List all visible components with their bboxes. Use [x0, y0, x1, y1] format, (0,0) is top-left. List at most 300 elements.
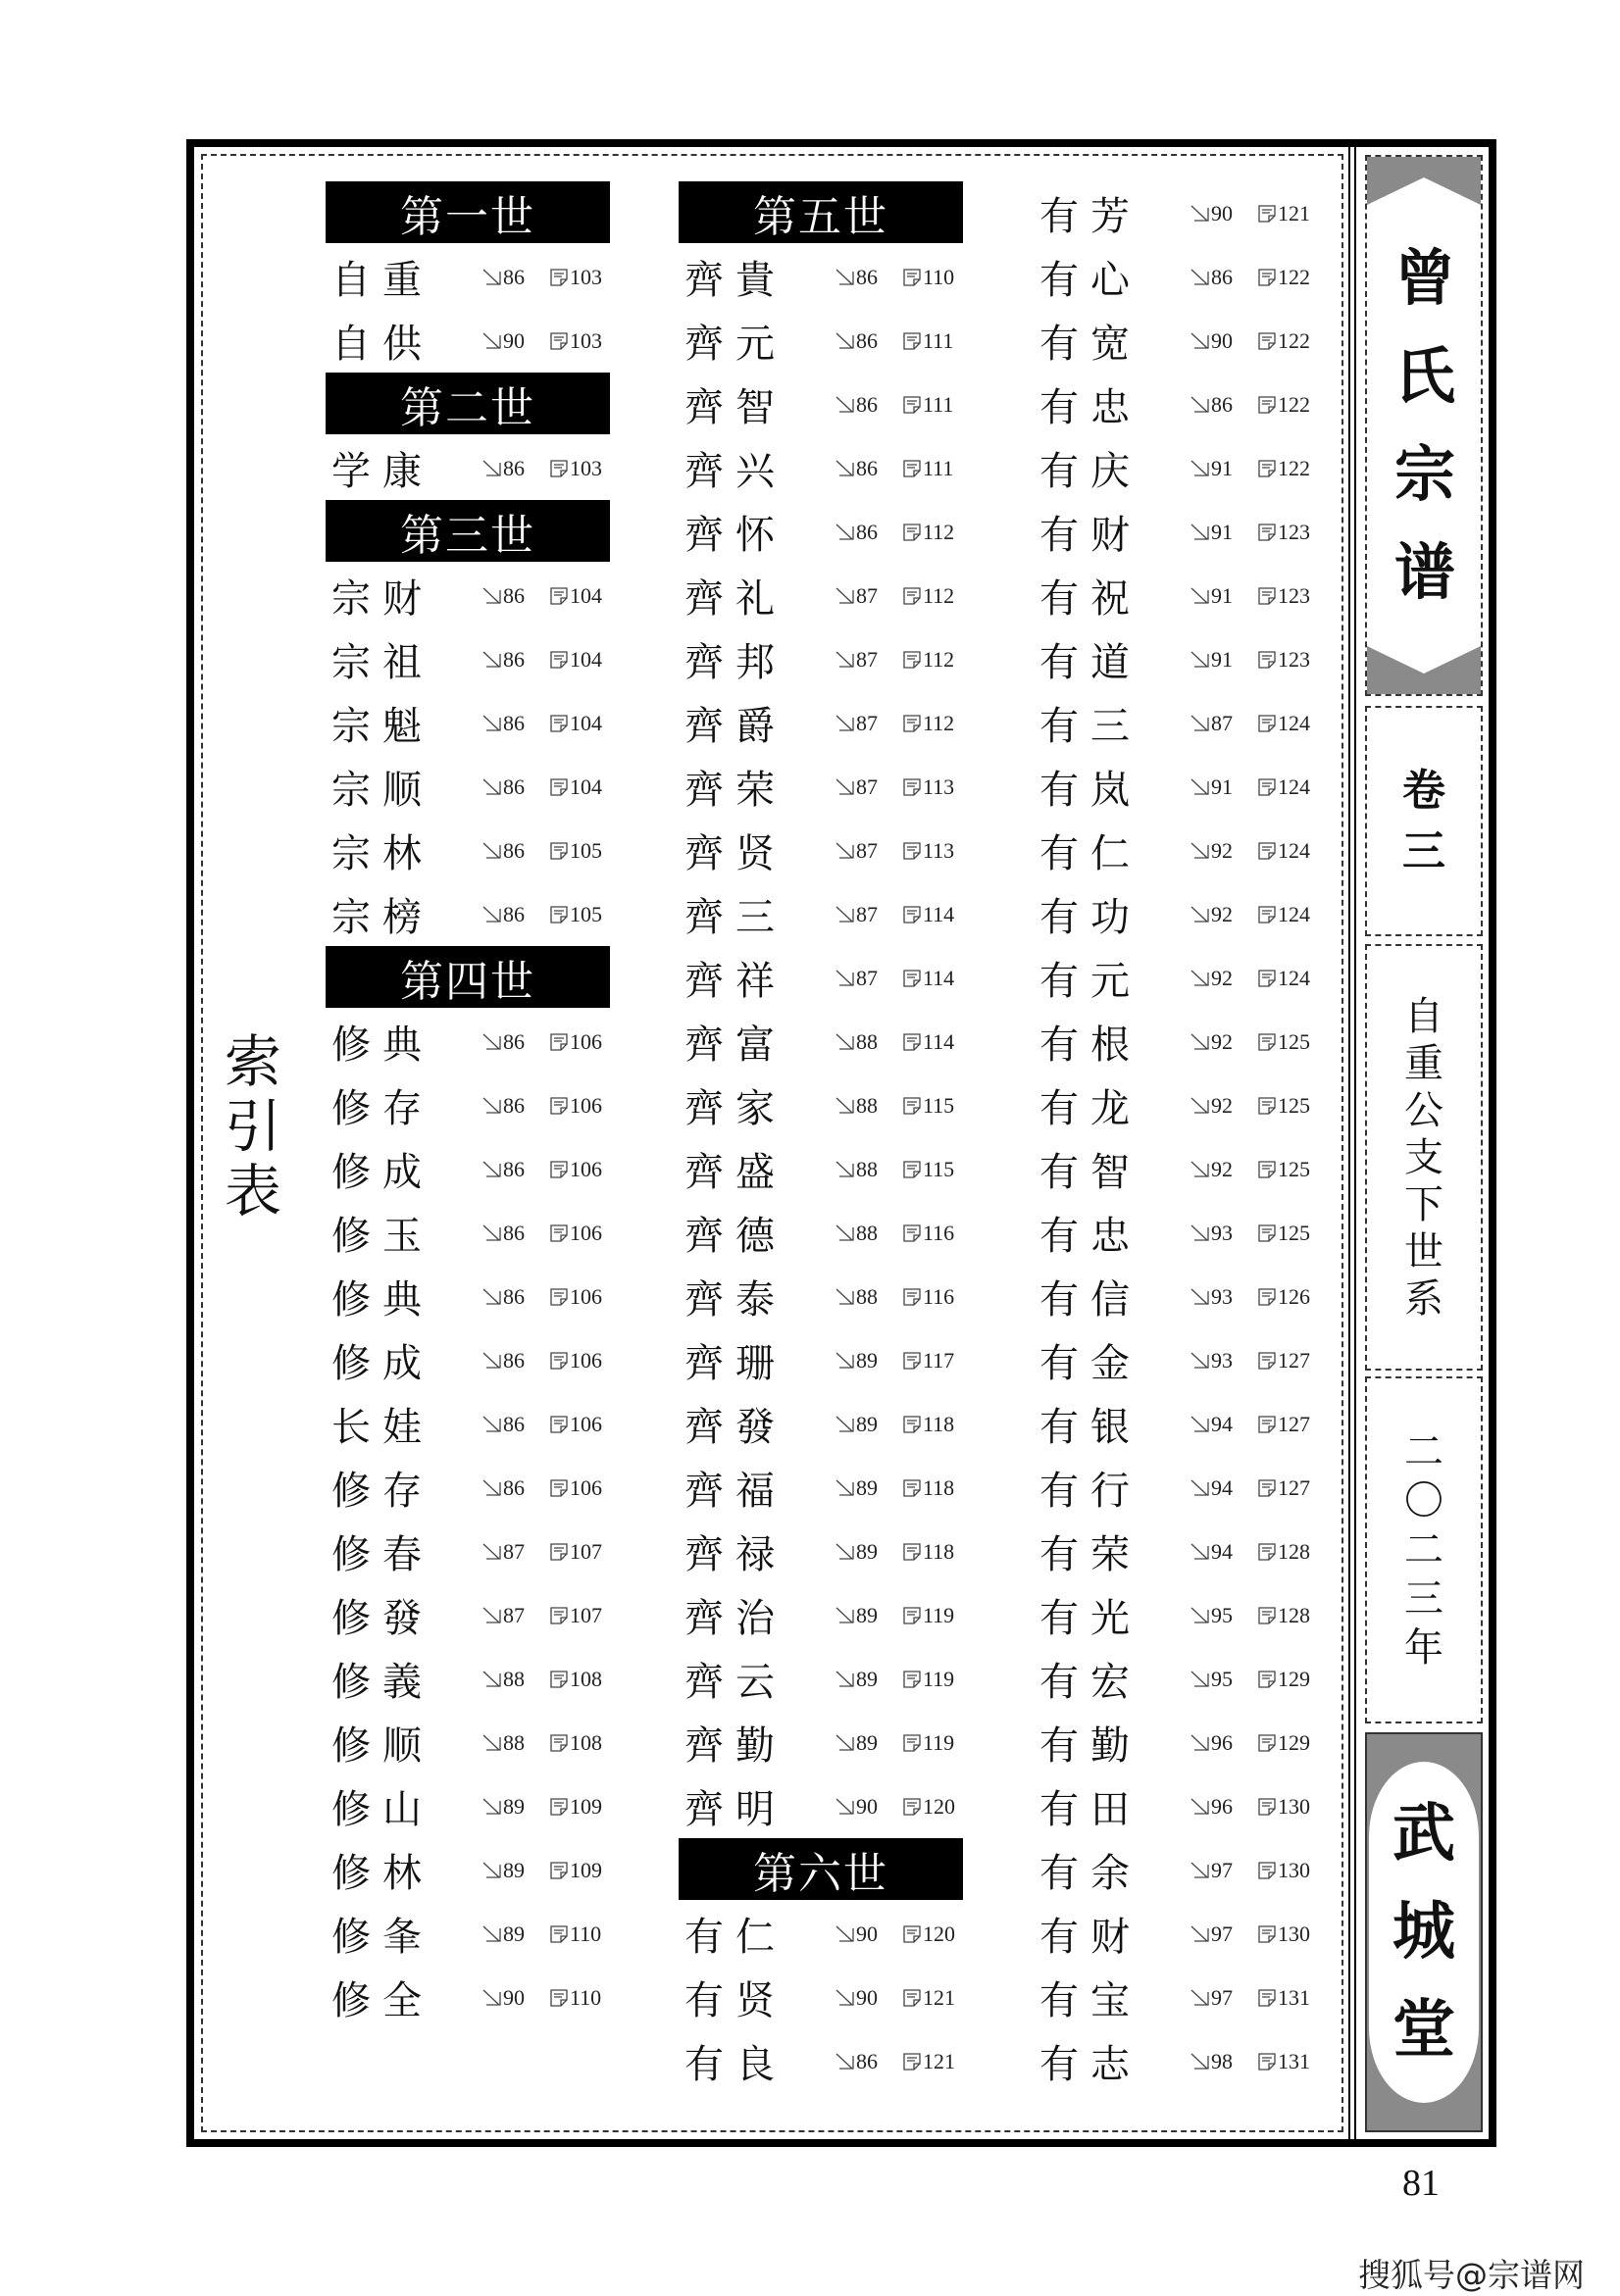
index-entry[interactable] [679, 1774, 963, 1838]
biography-page: 126 [1278, 1283, 1310, 1309]
index-entry[interactable] [326, 627, 610, 691]
biography-page: 119 [923, 1729, 955, 1755]
index-entry[interactable] [679, 755, 963, 819]
index-entry[interactable] [679, 819, 963, 882]
biography-page: 123 [1278, 582, 1310, 608]
entry-name: 有志 [1039, 2042, 1141, 2087]
document-page-icon [1257, 1415, 1277, 1434]
index-entry[interactable] [1034, 373, 1318, 436]
document-page-icon [902, 1160, 922, 1179]
generation-chart-page: 98 [1211, 2048, 1233, 2073]
biography-page: 114 [923, 1028, 955, 1054]
biography-page: 112 [923, 519, 955, 544]
document-page-icon [1257, 268, 1277, 287]
document-page-icon [902, 777, 922, 797]
arrow-down-right-icon [482, 650, 502, 670]
biography-ref [902, 1922, 963, 1947]
generation-chart-ref [835, 966, 902, 991]
biography-ref [1257, 520, 1318, 545]
generation-chart-ref [1190, 1730, 1257, 1756]
index-entry[interactable] [326, 1838, 610, 1902]
generation-chart-page: 97 [1211, 1984, 1233, 2010]
index-entry[interactable] [326, 1902, 610, 1966]
arrow-down-right-icon [1190, 1606, 1210, 1625]
document-page-icon [549, 268, 569, 287]
column-divider [1348, 147, 1356, 2139]
index-entry[interactable] [679, 1073, 963, 1137]
biography-ref [1257, 1539, 1318, 1565]
generation-chart-ref [1190, 1284, 1257, 1310]
generation-header: 第四世 [326, 946, 610, 1008]
generation-header-slot [679, 181, 963, 245]
index-entry[interactable] [326, 1265, 610, 1328]
index-entry[interactable] [326, 1392, 610, 1456]
book-title: 曾氏宗谱 [1394, 242, 1456, 608]
index-entry[interactable] [1034, 1073, 1318, 1137]
document-page-icon [1257, 1032, 1277, 1052]
index-entry[interactable] [679, 1966, 963, 2029]
document-page-icon [902, 1733, 922, 1753]
entry-name: 有根 [1039, 1023, 1141, 1068]
index-entry[interactable] [679, 882, 963, 946]
generation-chart-ref [482, 711, 549, 736]
biography-page: 122 [1278, 327, 1310, 353]
biography-page: 106 [570, 1283, 602, 1309]
index-entry[interactable] [679, 1392, 963, 1456]
arrow-down-right-icon [482, 1861, 502, 1880]
generation-chart-ref [835, 1475, 902, 1501]
document-page-icon [549, 841, 569, 861]
entry-name: 有龙 [1039, 1086, 1141, 1131]
index-entry[interactable] [679, 691, 963, 755]
generation-chart-ref [835, 2049, 902, 2074]
index-entry[interactable] [1034, 1711, 1318, 1774]
index-entry[interactable] [326, 245, 610, 309]
biography-page: 108 [570, 1666, 602, 1691]
biography-ref [1257, 265, 1318, 290]
generation-chart-ref [835, 1985, 902, 2011]
index-entry[interactable] [326, 1456, 610, 1520]
index-entry[interactable] [1034, 1902, 1318, 1966]
biography-ref [902, 1539, 963, 1565]
index-entry[interactable] [1034, 2029, 1318, 2093]
index-entry[interactable] [679, 309, 963, 373]
biography-page: 116 [923, 1220, 955, 1245]
index-entry[interactable] [679, 627, 963, 691]
generation-chart-page: 86 [503, 1028, 525, 1054]
biography-page: 122 [1278, 455, 1310, 480]
document-page-icon [902, 969, 922, 988]
index-entry[interactable] [1034, 691, 1318, 755]
index-entry[interactable] [1034, 436, 1318, 500]
biography-ref [1257, 328, 1318, 354]
index-entry[interactable] [1034, 1010, 1318, 1073]
entry-name: 有银 [1039, 1405, 1141, 1450]
index-entry[interactable] [1034, 1583, 1318, 1647]
index-entry[interactable] [1034, 882, 1318, 946]
index-entry[interactable] [326, 1010, 610, 1073]
document-page-icon [549, 777, 569, 797]
entry-name: 有元 [1039, 959, 1141, 1004]
generation-chart-ref [835, 774, 902, 800]
generation-chart-ref [1190, 838, 1257, 864]
biography-page: 130 [1278, 1857, 1310, 1882]
document-page-icon [902, 1096, 922, 1116]
index-entry[interactable] [1034, 500, 1318, 564]
entry-name: 有忠 [1039, 385, 1141, 430]
biography-page: 112 [923, 582, 955, 608]
generation-chart-page: 94 [1211, 1411, 1233, 1436]
index-entry[interactable] [326, 1711, 610, 1774]
index-entry[interactable] [1034, 1838, 1318, 1902]
biography-ref [549, 1603, 610, 1628]
index-entry[interactable] [1034, 181, 1318, 245]
arrow-down-right-icon [835, 1287, 855, 1307]
biography-ref [902, 265, 963, 290]
index-entry[interactable] [326, 1137, 610, 1201]
index-column-2 [679, 181, 963, 2093]
biography-ref [1257, 1093, 1318, 1119]
biography-ref [902, 2049, 963, 2074]
index-entry[interactable] [326, 436, 610, 500]
index-column-1 [326, 181, 610, 2029]
entry-name: 齊三 [684, 895, 786, 940]
entry-name: 有金 [1039, 1341, 1141, 1386]
document-page-icon [549, 1478, 569, 1498]
generation-chart-page: 86 [856, 264, 878, 289]
index-entry[interactable] [326, 1774, 610, 1838]
biography-ref [902, 774, 963, 800]
biography-ref [549, 1730, 610, 1756]
index-entry[interactable] [679, 2029, 963, 2093]
biography-page: 122 [1278, 391, 1310, 417]
generation-chart-ref [1190, 1348, 1257, 1373]
biography-page: 129 [1278, 1666, 1310, 1691]
index-entry[interactable] [326, 1583, 610, 1647]
index-entry[interactable] [1034, 1201, 1318, 1265]
entry-name: 齊勤 [684, 1723, 786, 1769]
document-page-icon [902, 1797, 922, 1817]
index-entry[interactable] [1034, 755, 1318, 819]
entry-name: 齊治 [684, 1596, 786, 1641]
biography-ref [902, 1603, 963, 1628]
biography-page: 124 [1278, 774, 1310, 799]
document-page-icon [549, 331, 569, 351]
biography-page: 131 [1278, 2048, 1310, 2073]
entry-name: 有功 [1039, 895, 1141, 940]
generation-chart-ref [482, 1475, 549, 1501]
index-entry[interactable] [679, 245, 963, 309]
entry-name: 有宽 [1039, 322, 1141, 367]
index-entry[interactable] [1034, 309, 1318, 373]
index-entry[interactable] [1034, 1647, 1318, 1711]
biography-page: 124 [1278, 901, 1310, 926]
biography-page: 130 [1278, 1793, 1310, 1819]
generation-chart-ref [482, 1093, 549, 1119]
arrow-down-right-icon [1190, 1988, 1210, 2008]
document-page-icon [902, 459, 922, 478]
arrow-down-right-icon [1190, 969, 1210, 988]
generation-chart-ref [1190, 583, 1257, 609]
index-entry[interactable] [679, 1711, 963, 1774]
index-entry[interactable] [1034, 1392, 1318, 1456]
document-page-icon [1257, 1733, 1277, 1753]
document-page-icon [1257, 1351, 1277, 1371]
biography-page: 111 [923, 327, 954, 353]
page-number: 81 [1402, 2163, 1440, 2204]
generation-chart-page: 92 [1211, 837, 1233, 863]
entry-name: 有余 [1039, 1851, 1141, 1896]
generation-chart-page: 86 [856, 455, 878, 480]
arrow-down-right-icon [482, 1096, 502, 1116]
entry-name: 宗祖 [331, 640, 433, 685]
generation-chart-ref [482, 1985, 549, 2011]
generation-chart-page: 94 [1211, 1474, 1233, 1500]
index-entry[interactable] [326, 882, 610, 946]
generation-chart-page: 95 [1211, 1602, 1233, 1627]
generation-chart-ref [1190, 647, 1257, 673]
index-entry[interactable] [679, 564, 963, 627]
index-entry[interactable] [326, 755, 610, 819]
index-entry[interactable] [1034, 946, 1318, 1010]
index-entry[interactable] [679, 1520, 963, 1583]
index-entry[interactable] [1034, 1137, 1318, 1201]
generation-chart-page: 86 [503, 1156, 525, 1181]
generation-chart-ref [1190, 265, 1257, 290]
index-entry[interactable] [679, 500, 963, 564]
index-entry[interactable] [679, 1583, 963, 1647]
biography-page: 121 [923, 1984, 955, 2010]
arrow-down-right-icon [482, 586, 502, 606]
arrow-down-right-icon [1190, 714, 1210, 733]
biography-page: 125 [1278, 1156, 1310, 1181]
biography-ref [549, 456, 610, 481]
arrow-down-right-icon [1190, 1096, 1210, 1116]
document-page-icon [902, 1670, 922, 1689]
index-entry[interactable] [1034, 627, 1318, 691]
document-page-icon [549, 586, 569, 606]
document-page-icon [549, 1351, 569, 1371]
arrow-down-right-icon [835, 1797, 855, 1817]
document-page-icon [1257, 905, 1277, 924]
index-entry[interactable] [1034, 819, 1318, 882]
index-entry[interactable] [679, 1010, 963, 1073]
entry-name: 有财 [1039, 513, 1141, 558]
generation-chart-page: 93 [1211, 1283, 1233, 1309]
arrow-down-right-icon [835, 331, 855, 351]
biography-page: 111 [923, 455, 954, 480]
biography-page: 123 [1278, 519, 1310, 544]
biography-ref [902, 456, 963, 481]
index-entry[interactable] [679, 1902, 963, 1966]
generation-header-slot [326, 181, 610, 245]
index-entry[interactable] [679, 1265, 963, 1328]
index-entry[interactable] [326, 1647, 610, 1711]
biography-ref [549, 711, 610, 736]
arrow-down-right-icon [835, 1096, 855, 1116]
arrow-down-right-icon [1190, 1542, 1210, 1562]
entry-name: 有贤 [684, 1978, 786, 2023]
arrow-down-right-icon [1190, 459, 1210, 478]
index-entry[interactable] [679, 1647, 963, 1711]
index-entry[interactable] [326, 1966, 610, 2029]
biography-page: 125 [1278, 1220, 1310, 1245]
index-entry[interactable] [1034, 245, 1318, 309]
generation-chart-page: 92 [1211, 1092, 1233, 1118]
biography-ref [549, 1348, 610, 1373]
index-entry[interactable] [326, 1328, 610, 1392]
biography-ref [902, 1348, 963, 1373]
biography-ref [549, 647, 610, 673]
index-entry[interactable] [326, 309, 610, 373]
biography-ref [549, 265, 610, 290]
arrow-down-right-icon [835, 1160, 855, 1179]
generation-chart-ref [1190, 1157, 1257, 1182]
biography-ref [549, 1412, 610, 1437]
generation-header: 第二世 [326, 373, 610, 434]
index-entry[interactable] [326, 1073, 610, 1137]
generation-chart-ref [482, 1922, 549, 1947]
generation-chart-ref [835, 1603, 902, 1628]
biography-page: 108 [570, 1729, 602, 1755]
arrow-down-right-icon [835, 459, 855, 478]
index-entry[interactable] [326, 564, 610, 627]
arrow-down-right-icon [835, 395, 855, 415]
arrow-down-right-icon [482, 777, 502, 797]
index-entry[interactable] [679, 1328, 963, 1392]
generation-chart-ref [835, 583, 902, 609]
arrow-down-right-icon [1190, 395, 1210, 415]
index-entry[interactable] [679, 1456, 963, 1520]
generation-chart-page: 86 [503, 1347, 525, 1373]
biography-ref [902, 328, 963, 354]
document-page-icon [549, 1861, 569, 1880]
generation-chart-ref [482, 583, 549, 609]
document-page-icon [902, 395, 922, 415]
biography-ref [902, 1029, 963, 1055]
index-entry[interactable] [1034, 1774, 1318, 1838]
generation-chart-page: 89 [503, 1793, 525, 1819]
biography-page: 125 [1278, 1028, 1310, 1054]
generation-chart-page: 97 [1211, 1921, 1233, 1946]
document-page-icon [1257, 714, 1277, 733]
generation-chart-page: 91 [1211, 582, 1233, 608]
biography-page: 106 [570, 1028, 602, 1054]
index-entry[interactable] [326, 691, 610, 755]
index-entry[interactable] [679, 1137, 963, 1201]
biography-page: 119 [923, 1666, 955, 1691]
document-page-icon [1257, 1478, 1277, 1498]
generation-chart-page: 86 [503, 1220, 525, 1245]
document-page-icon [549, 1287, 569, 1307]
arrow-down-right-icon [1190, 523, 1210, 542]
document-page-icon [1257, 650, 1277, 670]
generation-chart-page: 87 [856, 901, 878, 926]
generation-chart-ref [482, 838, 549, 864]
generation-chart-ref [482, 1284, 549, 1310]
index-entry[interactable] [1034, 1265, 1318, 1328]
entry-name: 齊兴 [684, 449, 786, 494]
biography-page: 118 [923, 1474, 955, 1500]
document-page-icon [549, 1924, 569, 1944]
generation-chart-page: 86 [503, 1283, 525, 1309]
entry-name: 宗林 [331, 831, 433, 876]
entry-name: 修林 [331, 1851, 433, 1896]
generation-chart-ref [1190, 201, 1257, 226]
arrow-down-right-icon [482, 905, 502, 924]
biography-page: 116 [923, 1283, 955, 1309]
biography-page: 104 [570, 774, 602, 799]
arrow-down-right-icon [1190, 1223, 1210, 1243]
biography-ref [549, 902, 610, 927]
generation-chart-page: 91 [1211, 455, 1233, 480]
biography-ref [902, 1667, 963, 1692]
biography-ref [902, 392, 963, 418]
generation-chart-ref [482, 456, 549, 481]
arrow-down-right-icon [835, 1542, 855, 1562]
generation-chart-ref [1190, 456, 1257, 481]
generation-chart-page: 90 [503, 327, 525, 353]
arrow-down-right-icon [1190, 1797, 1210, 1817]
index-entry[interactable] [679, 373, 963, 436]
entry-name: 齊爵 [684, 704, 786, 749]
index-entry[interactable] [1034, 564, 1318, 627]
entry-name: 宗魁 [331, 704, 433, 749]
biography-ref [902, 1284, 963, 1310]
arrow-down-right-icon [835, 1415, 855, 1434]
index-entry[interactable] [679, 436, 963, 500]
index-entry[interactable] [326, 1520, 610, 1583]
biography-page: 124 [1278, 965, 1310, 990]
document-page-icon [1257, 1606, 1277, 1625]
entry-name: 有宝 [1039, 1978, 1141, 2023]
generation-chart-ref [482, 1794, 549, 1820]
index-entry[interactable] [679, 1201, 963, 1265]
generation-chart-page: 86 [856, 391, 878, 417]
index-entry[interactable] [326, 1201, 610, 1265]
index-entry[interactable] [326, 819, 610, 882]
biography-ref [1257, 902, 1318, 927]
biography-ref [1257, 201, 1318, 226]
document-page-icon [902, 1287, 922, 1307]
arrow-down-right-icon [835, 1606, 855, 1625]
index-entry[interactable] [1034, 1456, 1318, 1520]
generation-chart-ref [835, 265, 902, 290]
generation-chart-ref [835, 520, 902, 545]
document-page-icon [1257, 586, 1277, 606]
index-entry[interactable] [1034, 1520, 1318, 1583]
index-entry[interactable] [1034, 1966, 1318, 2029]
entry-name: 有财 [1039, 1915, 1141, 1960]
index-entry[interactable] [1034, 1328, 1318, 1392]
biography-page: 106 [570, 1347, 602, 1373]
entry-name: 修存 [331, 1469, 433, 1514]
arrow-down-right-icon [1190, 204, 1210, 224]
book-title-panel [1365, 155, 1483, 696]
entry-name: 有勤 [1039, 1723, 1141, 1769]
arrow-down-right-icon [482, 1733, 502, 1753]
index-column-3 [1034, 181, 1318, 2093]
generation-chart-page: 93 [1211, 1347, 1233, 1373]
biography-page: 110 [923, 264, 955, 289]
index-entry[interactable] [679, 946, 963, 1010]
arrow-down-right-icon [835, 1670, 855, 1689]
biography-page: 114 [923, 965, 955, 990]
generation-chart-ref [835, 838, 902, 864]
generation-chart-page: 86 [856, 519, 878, 544]
document-page-icon [1257, 1096, 1277, 1116]
biography-ref [902, 647, 963, 673]
